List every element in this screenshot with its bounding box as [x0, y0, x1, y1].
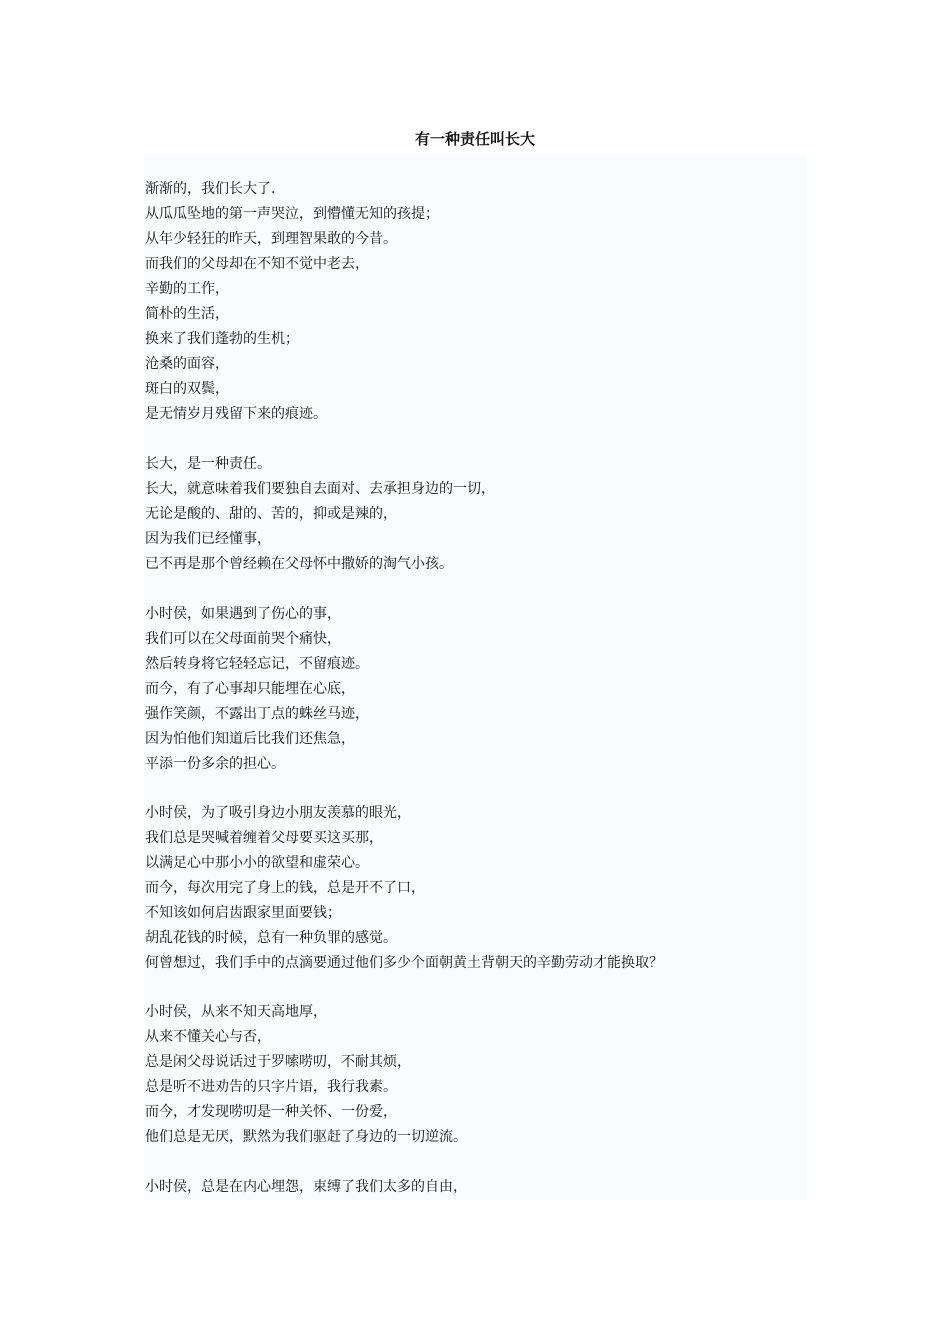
paragraph	[145, 1175, 800, 1200]
text-line: 已不再是那个曾经赖在父母怀中撒娇的淘气小孩。	[145, 556, 453, 572]
text-line: 长大，就意味着我们要独自去面对、去承担身边的一切，	[145, 481, 495, 497]
text-line: 辛勤的工作，	[145, 281, 229, 297]
text-line: 然后转身将它轻轻忘记，不留痕迹。	[145, 656, 369, 672]
text-line: 小时侯，从来不知天高地厚，	[145, 1004, 327, 1020]
text-line: 强作笑颜，不露出丁点的蛛丝马迹，	[145, 706, 369, 722]
text-line: 是无情岁月残留下来的痕迹。	[145, 406, 327, 422]
paragraph	[145, 177, 800, 427]
text-line: 总是听不进劝告的只字片语，我行我素。	[145, 1079, 397, 1095]
text-line: 而今，有了心事却只能埋在心底，	[145, 681, 355, 697]
text-line: 我们总是哭喊着缠着父母要买这买那，	[145, 830, 383, 846]
text-line: 小时侯，为了吸引身边小朋友羡慕的眼光，	[145, 805, 411, 821]
text-line: 他们总是无厌，默然为我们驱赶了身边的一切逆流。	[145, 1129, 467, 1145]
text-line: 以满足心中那小小的欲望和虚荣心。	[145, 855, 369, 871]
text-line: 而今，才发现唠叨是一种关怀、一份爱，	[145, 1104, 397, 1120]
text-line: 何曾想过，我们手中的点滴要通过他们多少个面朝黄土背朝天的辛勤劳动才能换取？	[145, 955, 663, 971]
text-line: 换来了我们蓬勃的生机；	[145, 331, 299, 347]
text-line: 小时侯，总是在内心埋怨，束缚了我们太多的自由，	[145, 1179, 467, 1195]
text-line: 无论是酸的、甜的、苦的，抑或是辣的，	[145, 506, 397, 522]
text-line: 因为我们已经懂事，	[145, 531, 271, 547]
text-line: 渐渐的，我们长大了.	[145, 181, 276, 197]
text-line: 因为怕他们知道后比我们还焦急，	[145, 731, 355, 747]
paragraph	[145, 801, 800, 976]
article-body	[143, 154, 806, 1200]
text-line: 胡乱花钱的时候，总有一种负罪的感觉。	[145, 930, 397, 946]
paragraph	[145, 602, 800, 777]
text-line: 简朴的生活，	[145, 306, 229, 322]
text-line: 小时侯，如果遇到了伤心的事，	[145, 606, 341, 622]
paragraph	[145, 452, 800, 577]
text-line: 不知该如何启齿跟家里面要钱；	[145, 905, 341, 921]
text-line: 而今，每次用完了身上的钱，总是开不了口，	[145, 880, 425, 896]
text-line: 长大，是一种责任。	[145, 456, 271, 472]
text-line: 而我们的父母却在不知不觉中老去，	[145, 256, 369, 272]
text-line: 沧桑的面容，	[145, 356, 229, 372]
text-line: 从来不懂关心与否，	[145, 1029, 271, 1045]
text-line: 我们可以在父母面前哭个痛快，	[145, 631, 341, 647]
paragraph	[145, 1000, 800, 1150]
text-line: 从年少轻狂的昨天，到理智果敢的今昔。	[145, 231, 397, 247]
text-line: 平添一份多余的担心。	[145, 756, 285, 772]
text-line: 斑白的双鬓，	[145, 381, 229, 397]
text-line: 总是闲父母说话过于罗嗦唠叨，不耐其烦，	[145, 1054, 411, 1070]
text-line: 从瓜瓜坠地的第一声哭泣，到懵懂无知的孩提；	[145, 206, 439, 222]
page-title: 有一种责任叫长大	[414, 130, 535, 148]
